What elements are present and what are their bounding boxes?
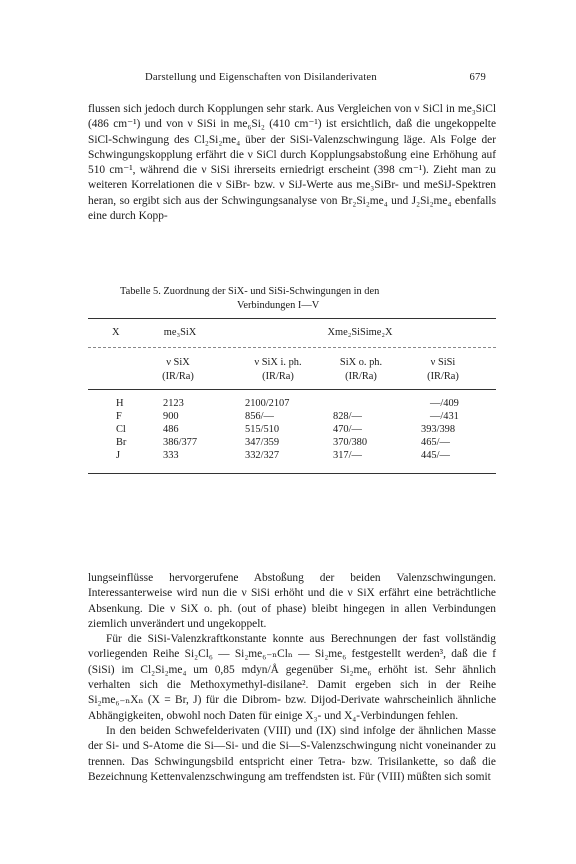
subheader-unit: (IR/Ra) (345, 370, 377, 382)
row-x: J (116, 450, 121, 461)
row-six-out-of-phase: 470/— (333, 424, 362, 435)
row-v-six: 486 (163, 424, 179, 435)
row-v-six: 386/377 (163, 437, 198, 448)
row-six-out-of-phase: 828/— (333, 411, 362, 422)
table-caption-line-2: Verbindungen I—V (237, 299, 320, 311)
table-caption-line-1: Tabelle 5. Zuordnung der SiX- und SiSi-Schwingungen in den (120, 286, 380, 297)
table-subheader-3 (326, 356, 396, 383)
paragraph-text: In den beiden Schwefelderivaten (VIII) und (IX) sind infolge der ähnlichen Masse der Si- und S-Atome die Si—Si- und die Si—S-Valenzschwingung nicht voneinander zu trennen. Das Schwingungsbild entspricht einer Tetra- bzw. Trisilankette, so daß die Bezeichnung Kettenvalenzschwingung am treffendsten ist. Für (VIII) müßten sich somit (88, 724, 496, 783)
paragraph-text: Für die SiSi-Valenzkraftkonstante konnte aus Berechnungen der fast vollständig vorliegenden Reihe Si₂Cl₆ — Si₂me₆₋ₙClₙ — Si₂me₆ festgestellt werden³, daß die f (SiSi) im Cl₂Si₂me₄ um 0,85 mdyn/Å gegenüber Si₂me₆ erhöht ist. Sehr ähnlich verhalten sich die Methoxymethyl-disilane². Damit ergeben sich in der Reihe Si₂me₆₋ₙXₙ (X = Br, J) für die Dibrom- bzw. Dijod-Derivate wahrscheinlich ähnliche Abhängigkeiten, obwohl noch Daten für einige X₃- und X₄-Verbindungen fehlen. (88, 633, 496, 722)
subheader-label: ν SiSi (430, 357, 456, 368)
row-v-sisi: 445/— (421, 450, 450, 461)
row-v-six: 2123 (163, 398, 184, 409)
table-subheader-rule (88, 389, 496, 390)
table-header-rule (88, 347, 496, 348)
subheader-unit: (IR/Ra) (262, 370, 294, 382)
subheader-label: ν SiX (166, 357, 190, 368)
table-subheader-4 (412, 356, 474, 383)
row-x: Br (116, 437, 127, 448)
row-v-six: 333 (163, 450, 179, 461)
running-head-title: Darstellung und Eigenschaften von Disilanderivaten (145, 72, 377, 83)
subheader-label: SiX o. ph. (339, 357, 383, 368)
table-header-group-2: Xme₂SiSime₂X (327, 327, 393, 338)
subheader-label: ν SiX i. ph. (254, 357, 302, 368)
table-caption (120, 285, 460, 312)
paragraph-bottom (88, 571, 496, 785)
row-x: Cl (116, 424, 126, 435)
table-header-x: X (112, 327, 120, 338)
table-subheader-2 (240, 356, 316, 383)
subheader-unit: (IR/Ra) (427, 370, 459, 382)
table-bottom-rule (88, 473, 496, 474)
row-v-six-in-phase: 332/327 (245, 450, 280, 461)
subheader-unit: (IR/Ra) (162, 370, 194, 382)
row-six-out-of-phase: 317/— (333, 450, 362, 461)
row-v-six: 900 (163, 411, 179, 422)
table-header-group-1: me₃SiX (163, 327, 197, 338)
row-v-six-in-phase: 515/510 (245, 424, 280, 435)
row-v-sisi: —/431 (430, 411, 459, 422)
row-v-sisi: 393/398 (421, 424, 456, 435)
row-v-sisi: —/409 (430, 398, 459, 409)
row-v-six-in-phase: 856/— (245, 411, 274, 422)
row-x: H (116, 398, 124, 409)
paragraph-top (88, 102, 496, 224)
table-subheader-1 (148, 356, 208, 383)
row-v-six-in-phase: 2100/2107 (245, 398, 290, 409)
row-v-six-in-phase: 347/359 (245, 437, 280, 448)
row-six-out-of-phase: 370/380 (333, 437, 368, 448)
table-top-rule (88, 318, 496, 319)
row-v-sisi: 465/— (421, 437, 450, 448)
page-number: 679 (469, 72, 486, 83)
paragraph-text: flussen sich jedoch durch Kopplungen sehr stark. Aus Vergleichen von ν SiCl in me₃SiCl (486 cm⁻¹) und von ν SiSi in me₆Si₂ (410 cm⁻¹) ist ersichtlich, daß die ungekoppelte SiCl-Schwingung des Cl₂Si₂me₄ über der SiSi-Valenzschwingung läge. Als Folge der Schwingungskopplung erfährt die ν SiCl durch Kopplungsabstoßung eine Erhöhung auf 510 cm⁻¹, während die ν SiSi ihrerseits erniedrigt erscheint (398 cm⁻¹). Zieht man zu weiteren Korrelationen die ν SiBr- bzw. ν SiJ-Werte aus me₃SiBr- und meSiJ-Spektren heran, so ergibt sich aus der Schwingungsanalyse von Br₂Si₂me₄ und J₂Si₂me₄ ebenfalls eine durch Kopp- (88, 103, 496, 223)
paragraph-text: lungseinflüsse hervorgerufene Abstoßung der beiden Valenzschwingungen. Interessanterweise wird nun die ν SiSi erhöht und die ν SiX erfährt eine beträchtliche Absenkung. Die ν SiX o. ph. (out of phase) bleibt hingegen in allen Verbindungen ziemlich unverändert und ungekoppelt. (88, 572, 496, 630)
row-x: F (116, 411, 122, 422)
